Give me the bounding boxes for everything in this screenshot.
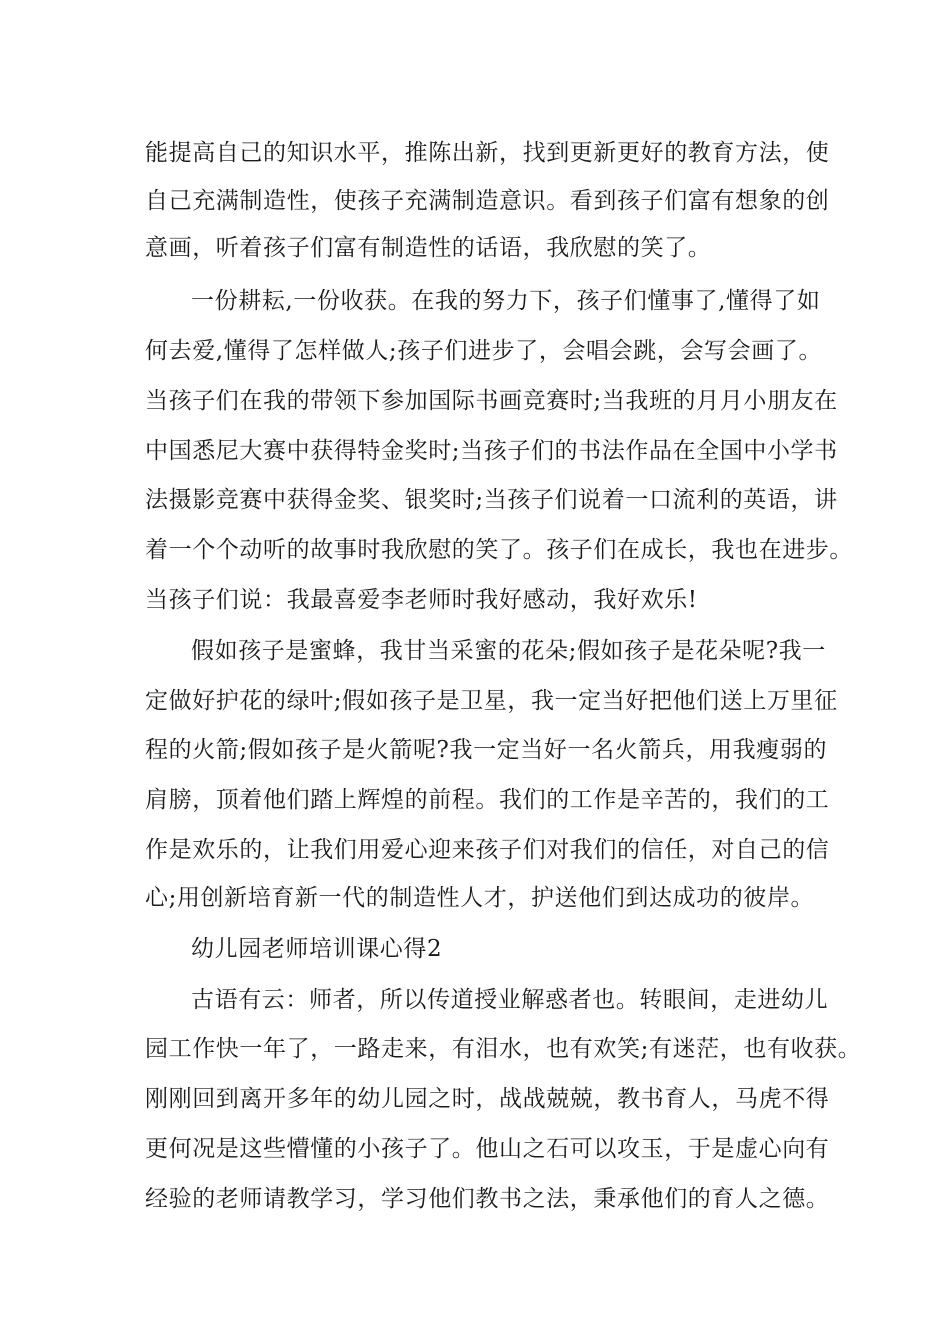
section-heading: 幼儿园老师培训课心得2 <box>191 936 443 962</box>
paragraph-line: 更何况是这些懵懂的小孩子了。他山之石可以攻玉，于是虚心向有 <box>145 1136 830 1162</box>
paragraph-line: 法摄影竞赛中获得金奖、银奖时;当孩子们说着一口流利的英语，讲 <box>145 487 838 513</box>
paragraph-line: 当孩子们在我的带领下参加国际书画竞赛时;当我班的月月小朋友在 <box>145 388 838 414</box>
paragraph-line: 刚刚回到离开多年的幼儿园之时，战战兢兢，教书育人，马虎不得 <box>145 1086 830 1112</box>
paragraph-line: 一份耕耘,一份收获。在我的努力下，孩子们懂事了,懂得了如 <box>191 288 821 314</box>
paragraph-line: 园工作快一年了，一路走来，有泪水，也有欢笑;有迷茫，也有收获。 <box>145 1036 862 1062</box>
paragraph-line: 定做好护花的绿叶;假如孩子是卫星，我一定当好把他们送上万里征 <box>145 688 838 714</box>
paragraph-line: 自己充满制造性，使孩子充满制造意识。看到孩子们富有想象的创 <box>145 188 830 214</box>
paragraph-line: 当孩子们说：我最喜爱李老师时我好感动，我好欢乐! <box>145 587 698 613</box>
paragraph-line: 作是欢乐的，让我们用爱心迎来孩子们对我们的信任，对自己的信 <box>145 837 830 863</box>
paragraph-line: 肩膀，顶着他们踏上辉煌的前程。我们的工作是辛苦的，我们的工 <box>145 787 830 813</box>
paragraph-line: 心;用创新培育新一代的制造性人才，护送他们到达成功的彼岸。 <box>145 885 815 911</box>
paragraph-line: 着一个个动听的故事时我欣慰的笑了。孩子们在成长，我也在进步。 <box>145 537 853 563</box>
paragraph-line: 中国悉尼大赛中获得特金奖时;当孩子们的书法作品在全国中小学书 <box>145 438 838 464</box>
paragraph-line: 程的火箭;假如孩子是火箭呢?我一定当好一名火箭兵，用我瘦弱的 <box>145 737 828 763</box>
paragraph-line: 何去爱,懂得了怎样做人;孩子们进步了，会唱会跳，会写会画了。 <box>145 338 823 364</box>
paragraph-line: 能提高自己的知识水平，推陈出新，找到更新更好的教育方法，使 <box>145 140 830 166</box>
paragraph-line: 意画，听着孩子们富有制造性的话语，我欣慰的笑了。 <box>145 235 712 261</box>
paragraph-line: 经验的老师请教学习，学习他们教书之法，秉承他们的育人之德。 <box>145 1186 830 1212</box>
paragraph-line: 古语有云：师者，所以传道授业解惑者也。转眼间，走进幼儿 <box>191 987 829 1013</box>
paragraph-line: 假如孩子是蜜蜂，我甘当采蜜的花朵;假如孩子是花朵呢?我一 <box>191 638 826 664</box>
